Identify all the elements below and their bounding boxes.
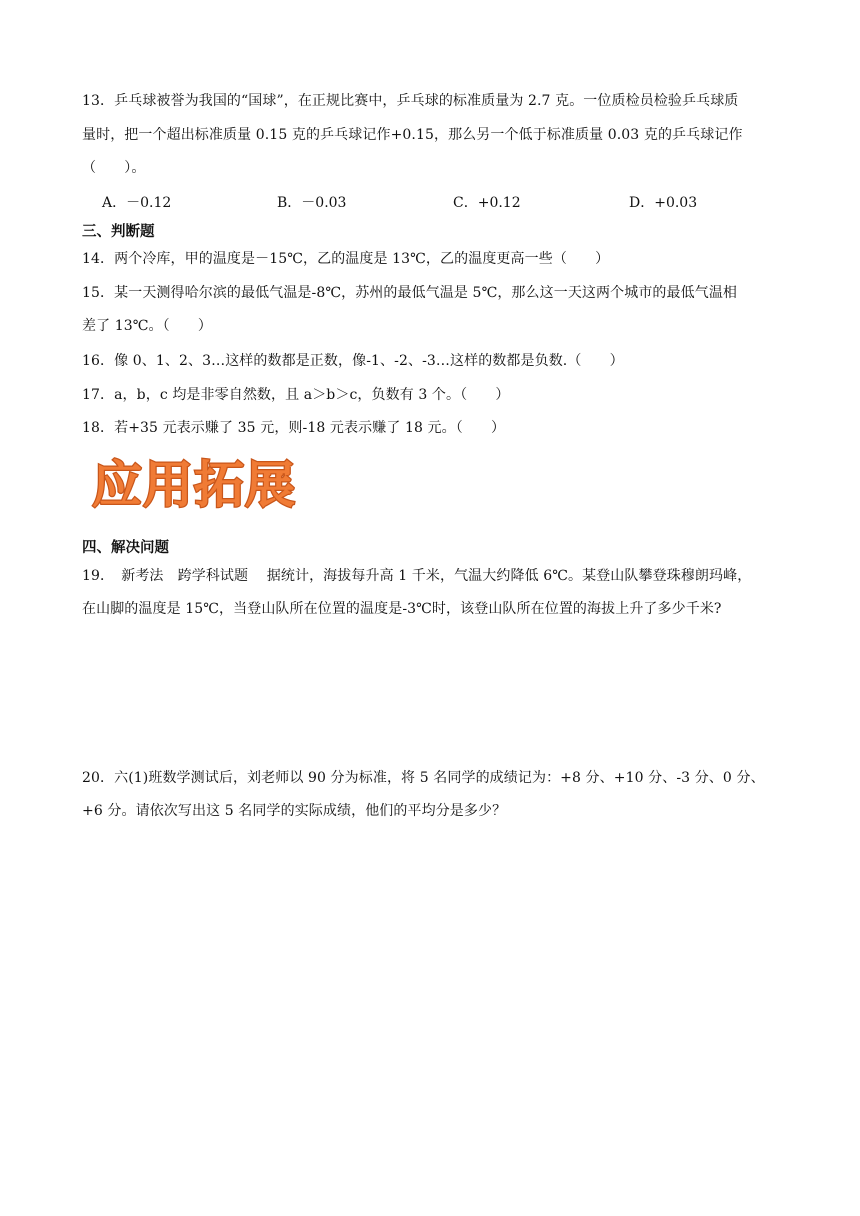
q20-line-2: +6 分。请依次写出这 5 名同学的实际成绩，他们的平均分是多少？ — [82, 803, 507, 819]
q18-text: 18．若+35 元表示赚了 35 元，则-18 元表示赚了 18 元。（ ） — [82, 420, 506, 436]
section-3-title: 三、判断题 — [82, 224, 155, 240]
q17-text: 17．a，b，c 均是非零自然数，且 a＞b＞c，负数有 3 个。（ ） — [82, 387, 510, 403]
section-4-title: 四、解决问题 — [82, 540, 169, 556]
q14-text: 14．两个冷库，甲的温度是－15℃，乙的温度是 13℃，乙的温度更高一些（ ） — [82, 251, 610, 267]
q13-option-a: A．－0.12 — [102, 195, 172, 211]
q15-line-2: 差了 13℃。（ ） — [82, 318, 213, 334]
banner-text: 应用拓展 — [92, 456, 296, 514]
q13-line-1: 13．乒乓球被誉为我国的“国球”，在正规比赛中，乒乓球的标准质量为 2.7 克。一位质检员检验乒乓球质 — [82, 93, 739, 109]
application-extension-banner — [90, 452, 306, 514]
q13-option-c: C．+0.12 — [453, 195, 521, 211]
q13-option-d: D．+0.03 — [629, 195, 698, 211]
q19-line-2: 在山脚的温度是 15℃，当登山队所在位置的温度是-3℃时，该登山队所在位置的海拔上升了多少千米? — [82, 601, 722, 617]
q13-line-3: （ ）。 — [82, 160, 146, 176]
q16-text: 16．像 0、1、2、3…这样的数都是正数，像-1、-2、-3…这样的数都是负数.（ ） — [82, 353, 624, 369]
q19-line-1: 19． 新考法 跨学科试题 据统计，海拔每升高 1 千米，气温大约降低 6℃。某登山队攀登珠穆朗玛峰， — [82, 568, 752, 584]
q13-option-b: B．－0.03 — [277, 195, 347, 211]
q20-line-1: 20．六(1)班数学测试后，刘老师以 90 分为标准，将 5 名同学的成绩记为：+8 分、+10 分、-3 分、0 分、 — [82, 770, 765, 786]
q15-line-1: 15．某一天测得哈尔滨的最低气温是-8℃，苏州的最低气温是 5℃，那么这一天这两个城市的最低气温相 — [82, 285, 738, 301]
q13-line-2: 量时，把一个超出标准质量 0.15 克的乒乓球记作+0.15，那么另一个低于标准质量 0.03 克的乒乓球记作 — [82, 127, 743, 143]
